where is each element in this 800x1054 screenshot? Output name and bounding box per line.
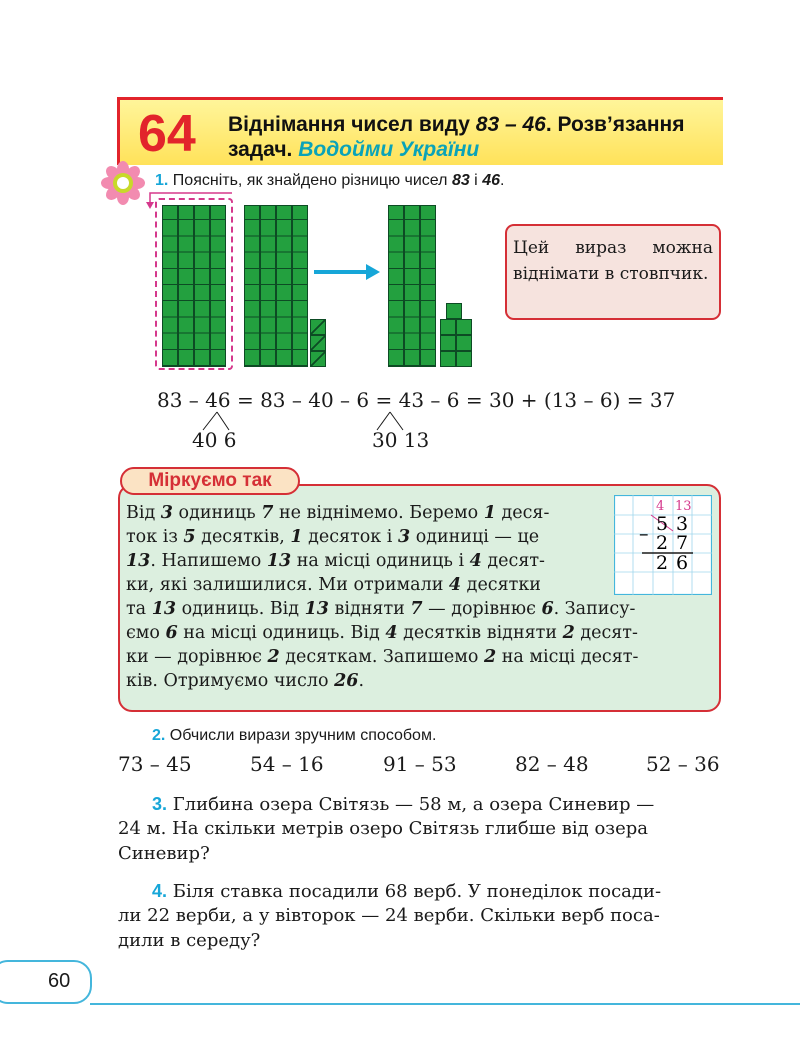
reasoning-line <box>126 669 364 693</box>
reasoning-line <box>126 621 638 645</box>
reasoning-number: 13 <box>304 599 329 619</box>
footer-divider <box>90 1003 800 1005</box>
task-2-statement: 2. Обчисли вирази зручним способом. <box>152 727 437 744</box>
page-number: 60 <box>48 970 71 992</box>
unit-cube <box>456 319 472 335</box>
reasoning-text-segment: ки, які залишилися. Ми отримали <box>126 575 449 595</box>
reasoning-text-segment: десят- <box>481 551 545 571</box>
ten-rod <box>162 205 178 367</box>
ten-rod <box>292 205 308 367</box>
reasoning-text-segment: — дорівнює <box>422 599 542 619</box>
task-4-line: 4. Біля ставка посадили 68 верб. У понеділок посади- <box>152 881 662 902</box>
subtrahend-tens: 2 <box>656 532 669 554</box>
crossed-unit <box>310 335 326 351</box>
reasoning-text-segment: та <box>126 599 152 619</box>
reasoning-number: 13 <box>266 551 292 571</box>
reasoning-text-segment: Від <box>126 503 161 523</box>
ten-rod <box>388 205 404 367</box>
unit-cube <box>440 319 456 335</box>
ten-rod <box>194 205 210 367</box>
reasoning-line <box>126 573 541 597</box>
reasoning-text-segment: одиниць. Від <box>176 599 305 619</box>
ten-rod <box>420 205 436 367</box>
reasoning-text-segment: на місці одиниць. Від <box>177 623 386 643</box>
reasoning-text-segment: . Запису- <box>553 599 636 619</box>
solution-equation: 83 – 46 = 83 – 40 – 6 = 43 – 6 = 30 + (13 – 6) = 37 <box>157 388 676 412</box>
reasoning-line <box>126 525 539 549</box>
reasoning-text-segment: не віднімемо. Беремо <box>273 503 484 523</box>
unit-cube <box>440 335 456 351</box>
reasoning-text-segment: на місці десят- <box>496 647 639 667</box>
expression: 73 – 45 <box>118 752 192 776</box>
lesson-title: Віднімання чисел виду 83 – 46. Розв’язання задач. Водойми України <box>228 113 685 161</box>
reasoning-number: 2 <box>483 647 497 667</box>
reasoning-number: 7 <box>261 503 274 523</box>
minuend-tens: 5 <box>656 513 669 535</box>
reasoning-text-segment: десят- <box>574 623 638 643</box>
reasoning-text-segment: на місці одиниць і <box>291 551 470 571</box>
task-1-statement: 1. Поясніть, як знайдено різницю чисел 83 і 46. <box>155 172 505 189</box>
reasoning-text-segment: ток із <box>126 527 184 547</box>
reasoning-number: 13 <box>151 599 177 619</box>
right-arrow-icon <box>312 262 382 282</box>
unit-cube <box>440 351 456 367</box>
reasoning-number: 6 <box>541 599 554 619</box>
crossed-unit <box>310 319 326 335</box>
reasoning-text-segment: деся- <box>495 503 550 523</box>
reasoning-text-segment: . Напишемо <box>150 551 267 571</box>
flower-icon <box>101 161 145 205</box>
expression: 54 – 16 <box>250 752 324 776</box>
reasoning-number: 2 <box>562 623 575 643</box>
ten-rod <box>210 205 226 367</box>
reasoning-number: 13 <box>126 551 151 571</box>
task-4-line: ли 22 верби, а у вівторок — 24 верби. Скільки верб поса- <box>118 905 660 926</box>
reasoning-number: 4 <box>385 623 398 643</box>
page-number-tab <box>0 960 92 1004</box>
expression: 82 – 48 <box>515 752 589 776</box>
reasoning-text-segment: ємо <box>126 623 166 643</box>
reasoning-number: 2 <box>267 647 280 667</box>
reasoning-number: 5 <box>183 527 196 547</box>
reasoning-text-segment: десяткам. Запишемо <box>279 647 484 667</box>
decomposition-43: 30 13 <box>372 428 430 452</box>
reasoning-number: 4 <box>469 551 482 571</box>
decomposition-46: 40 6 <box>192 428 237 452</box>
task-3-line: Синевир? <box>118 843 210 864</box>
reasoning-number: 6 <box>165 623 178 643</box>
reasoning-text-segment: . <box>358 671 365 691</box>
reasoning-text-segment: одиниці — це <box>410 527 540 547</box>
ten-rod <box>244 205 260 367</box>
lesson-number: 64 <box>138 105 196 163</box>
reasoning-line <box>126 501 549 525</box>
column-subtraction <box>614 495 712 595</box>
unit-cube <box>456 351 472 367</box>
reasoning-number: 1 <box>290 527 303 547</box>
unit-cube <box>456 335 472 351</box>
carry-ones: 13 <box>675 499 692 514</box>
expression: 91 – 53 <box>383 752 457 776</box>
reasoning-text-segment: десяток і <box>302 527 398 547</box>
subtrahend-ones: 7 <box>676 532 689 554</box>
result-ones: 6 <box>676 552 689 574</box>
reasoning-line <box>126 549 545 573</box>
crossed-unit <box>310 351 326 367</box>
minuend-ones: 3 <box>676 513 689 535</box>
task-3-line: 24 м. На скільки метрів озеро Світязь глибше від озера <box>118 818 649 839</box>
task-4-line: дили в середу? <box>118 930 261 951</box>
expression: 52 – 36 <box>646 752 720 776</box>
reasoning-number: 7 <box>410 599 423 619</box>
ten-rod <box>260 205 276 367</box>
reasoning-text-segment: ків. Отримуємо число <box>126 671 335 691</box>
reasoning-text-segment: одиниць <box>172 503 262 523</box>
ten-rod <box>404 205 420 367</box>
result-tens: 2 <box>656 552 669 574</box>
minus-sign: – <box>639 523 649 545</box>
reasoning-line <box>126 645 638 669</box>
reasoning-number: 3 <box>397 527 411 547</box>
reasoning-number: 3 <box>160 503 173 523</box>
reasoning-text-segment: відняти <box>328 599 411 619</box>
reasoning-text-segment: ки — дорівнює <box>126 647 268 667</box>
task-3-line: 3. Глибина озера Світязь — 58 м, а озера Синевир — <box>152 794 655 815</box>
reasoning-title: Міркуємо так <box>120 467 300 495</box>
reasoning-text-segment: десятків відняти <box>397 623 563 643</box>
ten-rod <box>178 205 194 367</box>
carry-tens: 4 <box>656 499 665 514</box>
reasoning-number: 26 <box>334 671 359 691</box>
unit-cube <box>446 303 462 319</box>
reasoning-number: 4 <box>448 575 462 595</box>
reasoning-line <box>126 597 635 621</box>
hint-note: Цей вираз можна віднімати в стовпчик. <box>505 224 721 320</box>
ten-rod <box>276 205 292 367</box>
reasoning-number: 1 <box>483 503 496 523</box>
reasoning-text-segment: десятків, <box>195 527 291 547</box>
reasoning-text-segment: десятки <box>461 575 541 595</box>
